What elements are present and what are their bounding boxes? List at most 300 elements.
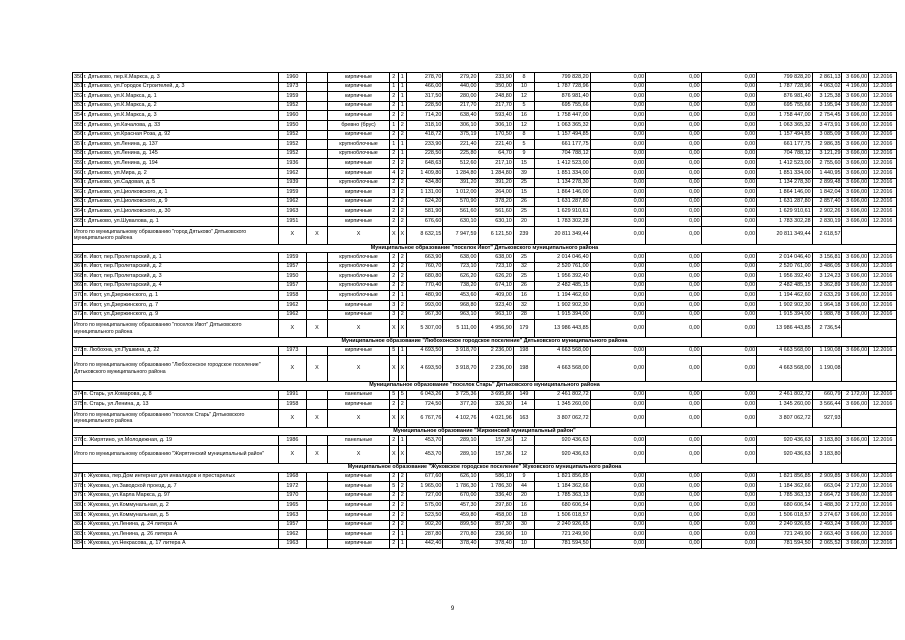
table-cell: 1 758 447,00 xyxy=(757,111,813,121)
table-cell: 1 063 365,32 xyxy=(535,120,591,130)
address-cell: г. Дятьково, ул.Шувалова, д. 1 xyxy=(82,216,278,226)
table-row xyxy=(73,82,897,92)
table-cell: 2 xyxy=(389,101,398,111)
table-cell: 1 134 278,30 xyxy=(757,178,813,188)
table-cell: 2 xyxy=(398,491,407,501)
table-cell: 12.2016 xyxy=(869,130,897,140)
address-cell: п. Старь, ул.Ленина, д. 13 xyxy=(82,400,278,410)
table-cell: 0,00 xyxy=(646,101,702,111)
table-cell: 695 755,66 xyxy=(535,101,591,111)
table-cell: 2 xyxy=(398,159,407,169)
table-cell: 1 506 018,57 xyxy=(535,510,591,520)
subtotal-cell: X xyxy=(278,446,306,464)
subtotal-row xyxy=(73,226,897,244)
subtotal-cell: 3 183,80 xyxy=(812,446,842,464)
subtotal-label: Итого по муниципальному образованию "Жирятинский муниципальный район" xyxy=(73,446,279,464)
table-cell: 0,00 xyxy=(590,346,646,356)
table-cell: 12.2016 xyxy=(869,390,897,400)
table-cell: 9 xyxy=(513,149,534,159)
section-header-row xyxy=(73,338,897,347)
table-cell: 1 629 910,61 xyxy=(535,207,591,217)
table-cell: 1 184 362,66 xyxy=(535,482,591,492)
registry-table-sheet xyxy=(72,72,897,549)
table-cell: 799 828,20 xyxy=(757,73,813,83)
table-cell: 3 696,00 xyxy=(842,530,869,540)
table-cell: 379 xyxy=(73,491,83,501)
table-cell: 0,00 xyxy=(646,491,702,501)
table-cell: 1 785 363,13 xyxy=(757,491,813,501)
address-cell: г. Жуковка, ул.Коммунальная, д. 5 xyxy=(82,510,278,520)
table-cell: 39 xyxy=(513,168,534,178)
table-cell: 1 965,00 xyxy=(407,482,443,492)
table-cell: 570,90 xyxy=(443,197,478,207)
table-cell: крупноблочные xyxy=(328,262,390,272)
table-cell: 2 755,60 xyxy=(812,159,842,169)
table-cell: крупноблочные xyxy=(328,140,390,150)
table-cell: 365 xyxy=(73,216,83,226)
table-cell: 356 xyxy=(73,130,83,140)
table-cell: 16 xyxy=(513,501,534,511)
table-cell: 233,90 xyxy=(407,140,443,150)
table-cell: 0,00 xyxy=(590,281,646,291)
table-cell: 2 xyxy=(389,197,398,207)
table-cell: 12.2016 xyxy=(869,291,897,301)
table-cell xyxy=(306,530,327,540)
table-cell: 0,00 xyxy=(701,300,757,310)
table-cell: 3 696,00 xyxy=(842,539,869,549)
subtotal-cell: 4 663 568,00 xyxy=(535,356,591,382)
table-cell: 1963 xyxy=(278,207,306,217)
table-cell: 2 xyxy=(389,501,398,511)
table-cell: 12.2016 xyxy=(869,272,897,282)
table-cell: 593,40 xyxy=(478,111,513,121)
table-cell: 0,00 xyxy=(646,510,702,520)
table-cell: 3 xyxy=(389,300,398,310)
table-cell: 967,30 xyxy=(407,310,443,320)
table-cell: 0,00 xyxy=(701,73,757,83)
table-cell xyxy=(306,310,327,320)
table-cell: 2 520 761,00 xyxy=(757,262,813,272)
table-cell: 409,00 xyxy=(478,291,513,301)
section-title: Муниципальное образование "поселок Старь" Дятьковского муниципального района xyxy=(73,382,897,391)
address-cell: п. Ивот, ул.Дзержинского, д. 9 xyxy=(82,310,278,320)
table-cell xyxy=(306,92,327,102)
table-cell: 12.2016 xyxy=(869,178,897,188)
table-cell: 4 693,50 xyxy=(407,346,443,356)
table-cell: 1957 xyxy=(278,262,306,272)
table-cell: 2 xyxy=(398,168,407,178)
table-cell: 2 xyxy=(389,272,398,282)
table-cell: 0,00 xyxy=(590,253,646,263)
table-cell: 0,00 xyxy=(646,262,702,272)
table-cell: 18 xyxy=(513,510,534,520)
table-cell: 318,10 xyxy=(407,120,443,130)
subtotal-cell: 0,00 xyxy=(590,320,646,338)
table-cell xyxy=(306,140,327,150)
table-cell: 369 xyxy=(73,281,83,291)
table-cell: 0,00 xyxy=(646,530,702,540)
table-cell: 0,00 xyxy=(701,216,757,226)
subtotal-cell: 20 811 349,44 xyxy=(757,226,813,244)
table-cell: 2 xyxy=(398,520,407,530)
table-cell: 3 124,23 xyxy=(812,272,842,282)
table-cell: кирпичные xyxy=(328,73,390,83)
table-cell xyxy=(306,188,327,198)
table-cell: 32 xyxy=(513,300,534,310)
table-cell: 2 xyxy=(398,400,407,410)
table-cell: 0,00 xyxy=(646,281,702,291)
address-cell: г. Жуковка, пер.Дом интернат для инвалидов и престарелых xyxy=(82,472,278,482)
table-cell: 0,00 xyxy=(590,130,646,140)
table-cell: 8 xyxy=(513,73,534,83)
table-cell: 2 236,00 xyxy=(478,346,513,356)
table-cell: 1963 xyxy=(278,510,306,520)
table-cell: 0,00 xyxy=(590,82,646,92)
subtotal-cell: 0,00 xyxy=(646,226,702,244)
table-cell: 0,00 xyxy=(646,520,702,530)
table-cell: 354 xyxy=(73,111,83,121)
table-cell: кирпичные xyxy=(328,482,390,492)
table-cell: 12 xyxy=(513,120,534,130)
table-cell: 674,10 xyxy=(478,281,513,291)
table-cell: 1 902 902,30 xyxy=(535,300,591,310)
table-cell: 1 xyxy=(398,140,407,150)
table-cell: 1968 xyxy=(278,472,306,482)
subtotal-cell: X xyxy=(389,446,398,464)
table-cell: 0,00 xyxy=(646,216,702,226)
table-row xyxy=(73,272,897,282)
subtotal-cell: 12 xyxy=(513,446,534,464)
table-cell: 2 240 926,65 xyxy=(535,520,591,530)
table-cell: 170,50 xyxy=(478,130,513,140)
table-cell: 2 909,85 xyxy=(812,472,842,482)
table-cell: 0,00 xyxy=(646,346,702,356)
table-cell: кирпичные xyxy=(328,197,390,207)
table-cell: 1 629 910,61 xyxy=(757,207,813,217)
subtotal-cell: 13 986 443,85 xyxy=(535,320,591,338)
table-cell: 377,20 xyxy=(443,400,478,410)
subtotal-row xyxy=(73,446,897,464)
subtotal-row xyxy=(73,320,897,338)
table-cell: 2 xyxy=(389,207,398,217)
table-cell: 359 xyxy=(73,159,83,169)
table-cell: 12.2016 xyxy=(869,216,897,226)
table-cell: 12.2016 xyxy=(869,101,897,111)
table-cell: 661 177,75 xyxy=(757,140,813,150)
table-cell: 0,00 xyxy=(701,472,757,482)
table-cell: 0,00 xyxy=(590,197,646,207)
table-cell: крупноблочные xyxy=(328,253,390,263)
table-cell: 383 xyxy=(73,530,83,540)
table-cell: 638,00 xyxy=(478,253,513,263)
table-cell: кирпичные xyxy=(328,530,390,540)
table-cell: 2 xyxy=(398,472,407,482)
table-cell: панельные xyxy=(328,390,390,400)
table-cell: 5 xyxy=(389,390,398,400)
table-cell: 1957 xyxy=(278,520,306,530)
table-cell: 12.2016 xyxy=(869,346,897,356)
table-cell: 723,10 xyxy=(478,262,513,272)
table-cell: 2 xyxy=(389,253,398,263)
table-cell: 317,50 xyxy=(407,92,443,102)
table-cell: 20 xyxy=(513,491,534,501)
table-row xyxy=(73,510,897,520)
table-cell: 738,20 xyxy=(443,281,478,291)
table-cell: 1959 xyxy=(278,253,306,263)
table-cell: кирпичные xyxy=(328,310,390,320)
table-cell: 2 xyxy=(389,539,398,549)
table-cell: 12 xyxy=(513,436,534,446)
table-cell: 0,00 xyxy=(646,207,702,217)
address-cell: г. Дятьково, ул.Циолковского, д. 1 xyxy=(82,188,278,198)
address-cell: с. Жирятино, ул.Молодежная, д. 19 xyxy=(82,436,278,446)
table-cell: 2 xyxy=(389,530,398,540)
table-cell: 0,00 xyxy=(701,82,757,92)
table-cell: 1950 xyxy=(278,120,306,130)
table-cell: 0,00 xyxy=(646,159,702,169)
table-cell: 648,63 xyxy=(407,159,443,169)
table-cell: 0,00 xyxy=(646,120,702,130)
table-cell: 1973 xyxy=(278,82,306,92)
table-cell: 2 xyxy=(398,207,407,217)
address-cell: п. Ивот, пер.Пролетарский, д. 4 xyxy=(82,281,278,291)
table-cell: 1 488,30 xyxy=(812,501,842,511)
table-cell: 12.2016 xyxy=(869,111,897,121)
table-cell xyxy=(306,400,327,410)
table-cell: 3 696,00 xyxy=(842,262,869,272)
table-cell: 1962 xyxy=(278,300,306,310)
table-cell: 1 631 287,80 xyxy=(757,197,813,207)
table-cell: 1 783 302,28 xyxy=(535,216,591,226)
table-cell: 44 xyxy=(513,482,534,492)
table-cell: 1 345 260,00 xyxy=(757,400,813,410)
table-cell: 3 696,00 xyxy=(842,120,869,130)
table-cell: 0,00 xyxy=(701,188,757,198)
table-cell: 1950 xyxy=(278,272,306,282)
subtotal-cell: X xyxy=(278,356,306,382)
table-cell: 12.2016 xyxy=(869,140,897,150)
table-cell: 723,10 xyxy=(443,262,478,272)
subtotal-cell: X xyxy=(398,356,407,382)
table-cell: кирпичные xyxy=(328,510,390,520)
table-cell: 1 xyxy=(398,73,407,83)
table-cell: кирпичные xyxy=(328,472,390,482)
table-cell: 157,36 xyxy=(478,436,513,446)
table-cell: 663,04 xyxy=(812,482,842,492)
empty-cell xyxy=(842,226,897,244)
table-cell: 10 xyxy=(513,82,534,92)
table-cell: 221,40 xyxy=(478,140,513,150)
table-cell: 2 014 046,40 xyxy=(757,253,813,263)
table-cell: 0,00 xyxy=(646,472,702,482)
table-cell: 3 156,81 xyxy=(812,253,842,263)
table-cell: 434,80 xyxy=(407,178,443,188)
table-cell: 2 xyxy=(389,178,398,188)
table-cell: 0,00 xyxy=(646,291,702,301)
table-cell: 378 xyxy=(73,482,83,492)
address-cell: г. Дятьково, ул.К.Маркса, д. 1 xyxy=(82,92,278,102)
table-cell: 3 696,00 xyxy=(842,253,869,263)
table-cell: 4 663 568,00 xyxy=(535,346,591,356)
table-cell: 1965 xyxy=(278,501,306,511)
table-row xyxy=(73,281,897,291)
table-cell: 1 409,80 xyxy=(407,168,443,178)
subtotal-cell: 0,00 xyxy=(646,356,702,382)
subtotal-cell: 4 102,76 xyxy=(443,409,478,427)
table-cell: 466,00 xyxy=(407,82,443,92)
subtotal-cell: 3 807 062,72 xyxy=(757,409,813,427)
table-cell: 12.2016 xyxy=(869,482,897,492)
table-cell: 0,00 xyxy=(646,149,702,159)
table-cell: 358 xyxy=(73,149,83,159)
table-cell: 380 xyxy=(73,501,83,511)
subtotal-cell: X xyxy=(306,446,327,464)
table-cell: 626,10 xyxy=(443,472,478,482)
table-cell: 963,10 xyxy=(478,310,513,320)
table-cell: 0,00 xyxy=(590,491,646,501)
table-row xyxy=(73,501,897,511)
subtotal-cell: X xyxy=(398,320,407,338)
table-cell: кирпичные xyxy=(328,82,390,92)
table-cell: 704 788,12 xyxy=(535,149,591,159)
table-cell: 2 xyxy=(389,400,398,410)
subtotal-cell: X xyxy=(398,446,407,464)
subtotal-label: Итого по муниципальному образованию "поселок Ивот" Дятьковского муниципального района xyxy=(73,320,279,338)
address-cell: п. Любохна, ул.Пушкина, д. 22 xyxy=(82,346,278,356)
table-cell: кирпичные xyxy=(328,188,390,198)
address-cell: п. Ивот, пер.Пролетарский, д. 2 xyxy=(82,262,278,272)
table-cell: 306,10 xyxy=(478,120,513,130)
table-cell: 3 085,09 xyxy=(812,130,842,140)
table-cell: 440,00 xyxy=(443,82,478,92)
table-cell: 3 696,00 xyxy=(842,188,869,198)
table-cell: 3 696,00 xyxy=(842,272,869,282)
table-cell: 391,20 xyxy=(478,178,513,188)
subtotal-cell: 0,00 xyxy=(646,446,702,464)
table-cell: кирпичные xyxy=(328,216,390,226)
table-cell: 0,00 xyxy=(701,92,757,102)
table-cell: 0,00 xyxy=(590,530,646,540)
table-cell: 2 240 926,65 xyxy=(757,520,813,530)
table-cell: 270,80 xyxy=(443,530,478,540)
table-cell: 1 915 394,00 xyxy=(757,310,813,320)
table-cell: 2 520 761,00 xyxy=(535,262,591,272)
table-cell xyxy=(306,436,327,446)
address-cell: г. Дятьково, ул.К.Маркса, д. 3 xyxy=(82,111,278,121)
table-cell: 2 xyxy=(398,188,407,198)
table-cell: 1952 xyxy=(278,140,306,150)
empty-cell xyxy=(842,320,897,338)
table-cell xyxy=(306,111,327,121)
empty-cell xyxy=(842,446,897,464)
table-cell: 5 xyxy=(389,346,398,356)
section-title: Муниципальное образование "Любохонское городское поселение" Дятьковского муниципального района xyxy=(73,338,897,347)
table-cell: 781 594,50 xyxy=(535,539,591,549)
table-cell: 2 xyxy=(398,482,407,492)
table-cell: 0,00 xyxy=(646,272,702,282)
table-cell: 0,00 xyxy=(646,188,702,198)
subtotal-cell: 4 693,50 xyxy=(407,356,443,382)
subtotal-cell: 5 307,00 xyxy=(407,320,443,338)
subtotal-label: Итого по муниципальному образованию "Любохонское городское поселение" Дятьковского муниципального района xyxy=(73,356,279,382)
table-cell: 2 xyxy=(389,491,398,501)
table-cell: 12.2016 xyxy=(869,120,897,130)
subtotal-cell: 0,00 xyxy=(701,409,757,427)
table-cell: 2 xyxy=(389,130,398,140)
table-cell xyxy=(306,73,327,83)
table-cell: 442,40 xyxy=(407,539,443,549)
address-cell: г. Жуковка, ул.Карла Маркса, д. 97 xyxy=(82,491,278,501)
table-cell: 217,70 xyxy=(478,101,513,111)
table-cell: кирпичные xyxy=(328,130,390,140)
subtotal-cell: 2 618,57 xyxy=(812,226,842,244)
table-cell: 0,00 xyxy=(701,539,757,549)
table-cell: 453,70 xyxy=(407,436,443,446)
subtotal-row xyxy=(73,409,897,427)
table-cell: 638,00 xyxy=(443,253,478,263)
table-cell: 378,20 xyxy=(478,197,513,207)
table-cell: 3 696,00 xyxy=(842,207,869,217)
table-cell: 902,20 xyxy=(407,520,443,530)
table-cell: 2 xyxy=(389,281,398,291)
table-cell xyxy=(306,197,327,207)
table-cell: 1 xyxy=(398,291,407,301)
table-cell xyxy=(306,101,327,111)
table-row xyxy=(73,130,897,140)
table-cell: 0,00 xyxy=(701,159,757,169)
table-cell: 876 981,40 xyxy=(757,92,813,102)
table-cell: 661 177,75 xyxy=(535,140,591,150)
table-cell: 3 918,70 xyxy=(443,346,478,356)
table-cell: 264,00 xyxy=(478,188,513,198)
table-cell: 25 xyxy=(513,253,534,263)
subtotal-cell: X xyxy=(306,320,327,338)
table-cell: 727,00 xyxy=(407,491,443,501)
table-cell: 3 362,89 xyxy=(812,281,842,291)
table-cell: 3 566,44 xyxy=(812,400,842,410)
page-number: 9 xyxy=(450,606,455,612)
table-cell: 2 482 485,15 xyxy=(535,281,591,291)
address-cell: г. Жуковка, ул.Ленина, д. 26 литера А xyxy=(82,530,278,540)
table-cell: кирпичные xyxy=(328,491,390,501)
table-cell: 1 956 392,40 xyxy=(757,272,813,282)
table-cell xyxy=(306,178,327,188)
table-cell: 2 xyxy=(389,111,398,121)
table-cell: 1 xyxy=(398,101,407,111)
table-cell: 0,00 xyxy=(590,178,646,188)
table-cell: 228,50 xyxy=(407,149,443,159)
table-cell: 366 xyxy=(73,253,83,263)
table-cell: 12.2016 xyxy=(869,539,897,549)
subtotal-cell: X xyxy=(389,226,398,244)
table-cell: 0,00 xyxy=(701,168,757,178)
table-cell xyxy=(306,272,327,282)
table-cell: 2 461 802,72 xyxy=(757,390,813,400)
table-cell: 626,20 xyxy=(478,272,513,282)
table-cell: 721 249,90 xyxy=(757,530,813,540)
table-cell: 0,00 xyxy=(701,253,757,263)
table-cell: 12.2016 xyxy=(869,436,897,446)
table-cell: 1 412 523,00 xyxy=(757,159,813,169)
subtotal-cell: 920 436,63 xyxy=(535,446,591,464)
table-cell xyxy=(306,130,327,140)
table-cell xyxy=(306,300,327,310)
table-cell: кирпичные xyxy=(328,111,390,121)
table-cell: 12.2016 xyxy=(869,530,897,540)
subtotal-cell: 20 811 349,44 xyxy=(535,226,591,244)
table-cell: 361 xyxy=(73,178,83,188)
table-cell xyxy=(306,82,327,92)
